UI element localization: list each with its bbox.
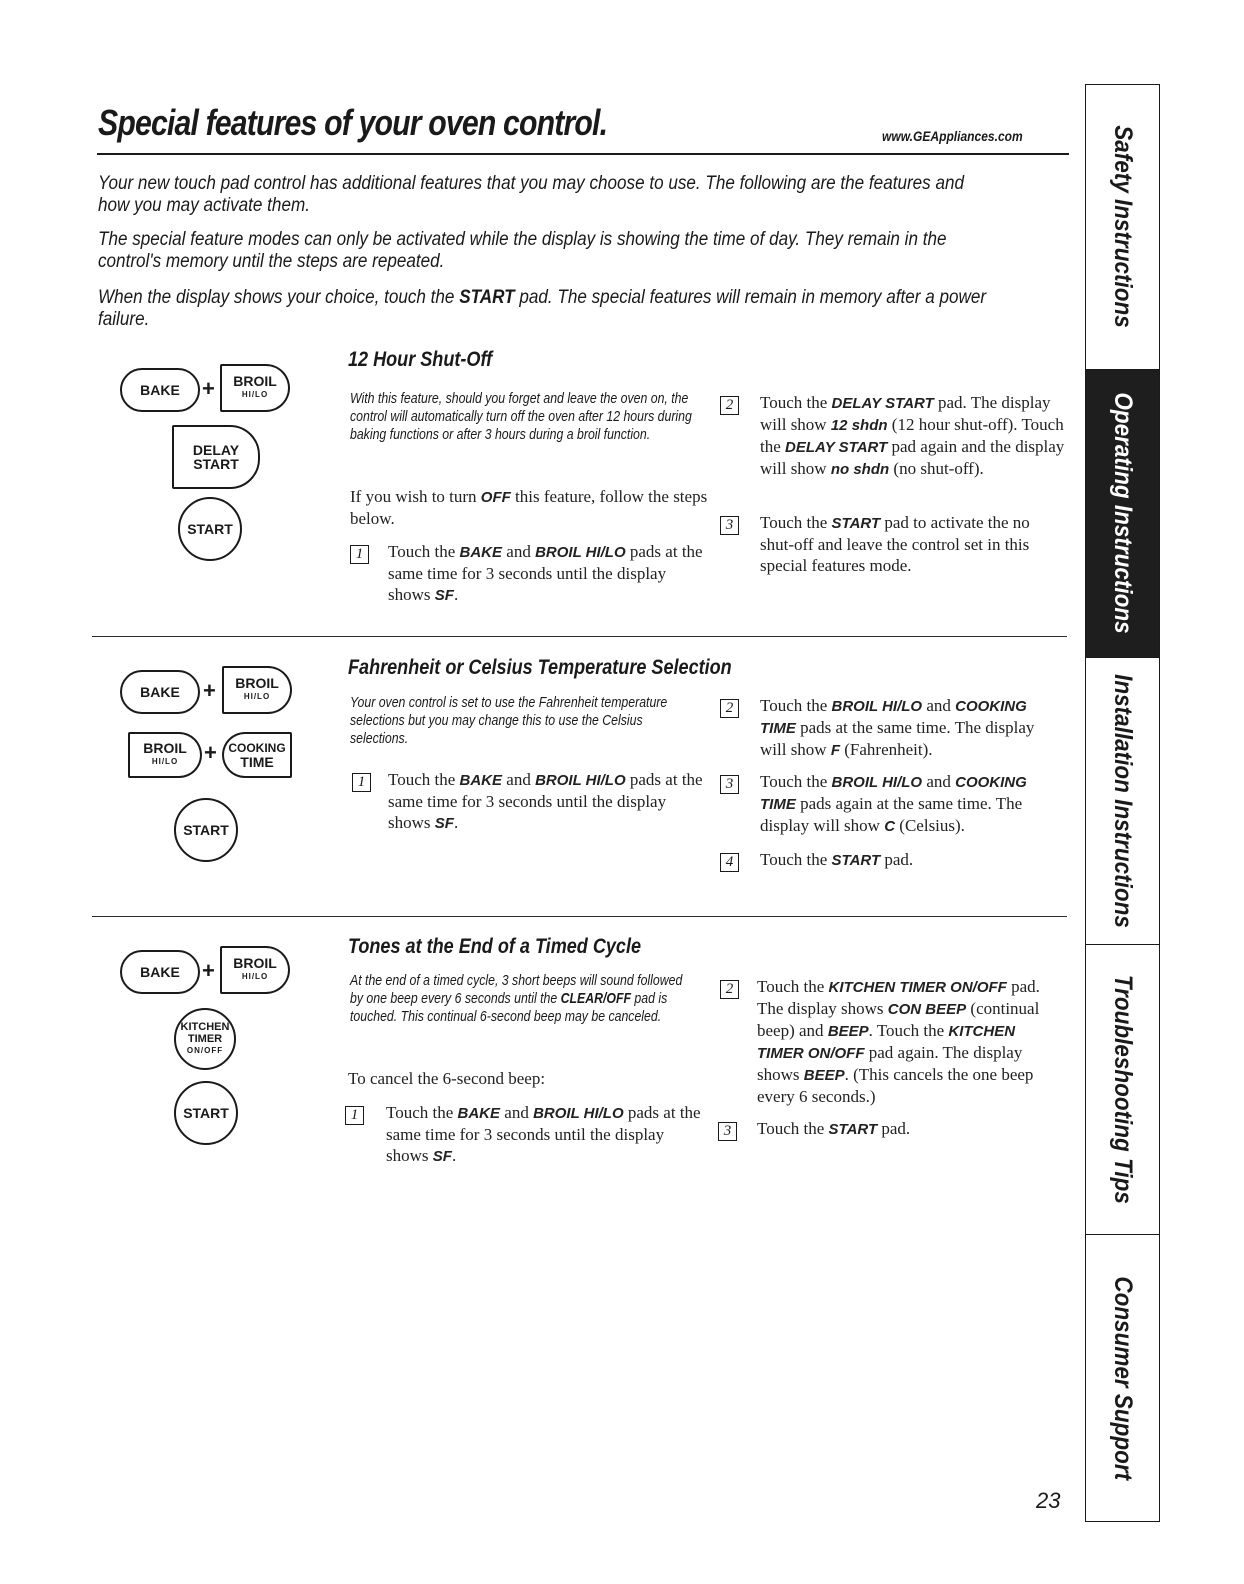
shutoff-intro: With this feature, should you forget and leave the oven on, the control will automatically turn off the oven after 12 hours during baking functions or after 3 hours during a broil function. [350, 390, 692, 443]
step-number: 2 [720, 980, 739, 999]
broil-hilo-pad: BROIL HI/LO [128, 732, 202, 778]
temp-step-3: Touch the BROIL HI/LO and COOKING TIME pads again at the same time. The display will show C (Celsius). [760, 772, 1027, 835]
section-title-shutoff: 12 Hour Shut-Off [348, 348, 493, 371]
tones-step-3: Touch the START pad. [757, 1119, 911, 1138]
temp-step-2: Touch the BROIL HI/LO and COOKING TIME pads at the same time. The display will show F (Fahrenheit). [760, 696, 1035, 759]
broil-hilo-pad: BROIL HI/LO [220, 946, 290, 994]
step-number: 1 [350, 545, 369, 564]
tab-safety-instructions[interactable]: Safety Instructions [1086, 85, 1159, 370]
header-rule [97, 153, 1069, 155]
plus-sign: + [203, 678, 216, 703]
tones-intro: At the end of a timed cycle, 3 short beeps will sound followed by one beep every 6 seconds until the CLEAR/OFF pad is touched. This continual 6-second beep may be canceled. [350, 972, 683, 1025]
step-number: 2 [720, 699, 739, 718]
temp-step-1: Touch the BAKE and BROIL HI/LO pads at the same time for 3 seconds until the display shows SF. [388, 770, 703, 832]
delay-start-pad: DELAY START [172, 425, 260, 489]
section-title-tones: Tones at the End of a Timed Cycle [348, 935, 642, 958]
step-number: 3 [720, 516, 739, 535]
shutoff-step-1: Touch the BAKE and BROIL HI/LO pads at the same time for 3 seconds until the display shows SF. [388, 542, 703, 604]
tones-text: To cancel the 6-second beep: [348, 1069, 546, 1088]
bake-pad: BAKE [120, 368, 200, 412]
tones-step-1: Touch the BAKE and BROIL HI/LO pads at the same time for 3 seconds until the display shows SF. [386, 1103, 701, 1165]
tab-consumer-support[interactable]: Consumer Support [1109, 1276, 1137, 1480]
step-number: 1 [345, 1106, 364, 1125]
shutoff-text: If you wish to turn OFF this feature, follow the steps below. [350, 487, 708, 528]
bake-pad: BAKE [120, 950, 200, 994]
start-pad: START [174, 798, 238, 862]
step-number: 3 [718, 1122, 737, 1141]
broil-hilo-pad: BROIL HI/LO [220, 364, 290, 412]
plus-sign: + [202, 958, 215, 983]
section-divider [92, 916, 1067, 917]
bake-pad: BAKE [120, 670, 200, 714]
tab-troubleshooting-tips[interactable]: Troubleshooting Tips [1086, 945, 1159, 1235]
intro-paragraph-2: The special feature modes can only be activated while the display is showing the time of day. They remain in the control's memory until the steps are repeated. [98, 229, 947, 272]
plus-sign: + [202, 376, 215, 401]
step-number: 2 [720, 396, 739, 415]
section-tabs-sidebar [1085, 84, 1160, 1522]
page-title: Special features of your oven control. [98, 102, 608, 143]
temp-step-4: Touch the START pad. [760, 850, 914, 869]
section-title-temp: Fahrenheit or Celsius Temperature Selection [348, 656, 732, 679]
section-divider [92, 636, 1067, 637]
tones-step-2: Touch the KITCHEN TIMER ON/OFF pad. The display shows CON BEEP (continual beep) and BEEP. Touch the KITCHEN TIMER ON/OFF pad again. The display shows BEEP. (This cancels the one beep every 6 seconds.) [757, 977, 1040, 1106]
cooking-time-pad: COOKING TIME [222, 732, 292, 778]
start-pad: START [174, 1081, 238, 1145]
intro-paragraph-1: Your new touch pad control has additional features that you may choose to use. The following are the features and how you may activate them. [98, 173, 964, 216]
start-pad: START [178, 497, 242, 561]
step-number: 1 [352, 773, 371, 792]
shutoff-step-3: Touch the START pad to activate the no shut-off and leave the control set in this special features mode. [760, 513, 1030, 575]
tab-installation-instructions[interactable]: Installation Instructions [1086, 658, 1159, 945]
temp-intro: Your oven control is set to use the Fahrenheit temperature selections but you may change this to use the Celsius selections. [350, 694, 668, 747]
page-number: 23 [1036, 1488, 1061, 1513]
broil-hilo-pad: BROIL HI/LO [222, 666, 292, 714]
intro-paragraph-3: When the display shows your choice, touch the START pad. The special features will remain in memory after a power failure. [98, 287, 987, 330]
kitchen-timer-pad: KITCHEN TIMER ON/OFF [174, 1008, 236, 1070]
plus-sign: + [204, 740, 217, 765]
step-number: 4 [720, 853, 739, 872]
tab-operating-instructions[interactable]: Operating Instructions [1086, 370, 1159, 658]
step-number: 3 [720, 775, 739, 794]
shutoff-step-2: Touch the DELAY START pad. The display will show 12 shdn (12 hour shut-off). Touch the DELAY START pad again and the display will show no shdn (no shut-off). [760, 393, 1065, 478]
website-url[interactable]: www.GEAppliances.com [882, 128, 1023, 144]
